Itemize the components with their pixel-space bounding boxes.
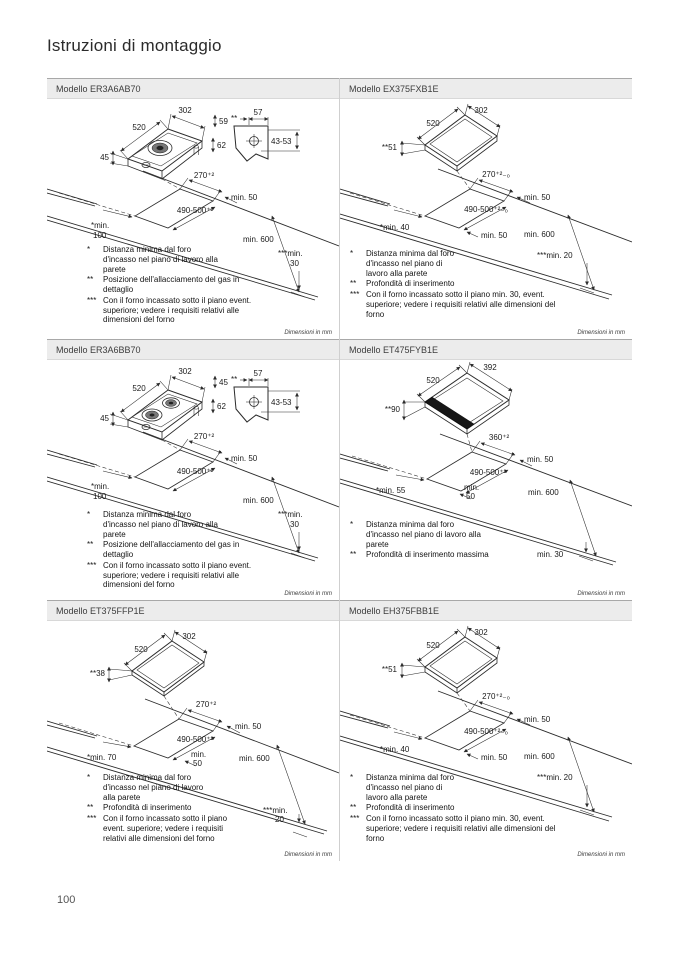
- panel-header: [340, 78, 632, 99]
- footnotes: [87, 510, 271, 591]
- panel-body: [47, 360, 339, 600]
- dimensions-note: Dimensioni in mm: [284, 330, 332, 336]
- dim-302: 302: [178, 367, 192, 376]
- panel-header: [47, 78, 339, 99]
- dim-43-53: 43-53: [271, 398, 292, 407]
- panel-header: [47, 600, 339, 621]
- footnote: [87, 773, 238, 802]
- footnote: [87, 814, 238, 843]
- footnote-text: Con il forno incassato sotto il piano event. superiore; vedere i requisiti relativi alle dimensioni del forno: [103, 814, 228, 843]
- cross-section-detail: [234, 126, 268, 161]
- panel-er3a6ab70: [47, 78, 339, 339]
- dim-min50-bottom: min. 50: [481, 753, 508, 762]
- footnote: [350, 773, 556, 802]
- footnote-mark: ***: [87, 295, 97, 305]
- footnote-text: Posizione dell'allacciamento del gas in dettaglio: [103, 540, 240, 559]
- panel-body: [340, 621, 632, 861]
- dimensions-note: Dimensioni in mm: [284, 852, 332, 858]
- footnote-text: Distanza minima dal foro d'incasso nel piano di lavoro alla parete: [366, 773, 455, 802]
- installation-diagram: [340, 360, 632, 600]
- dim-cutout-width: 270⁺²: [193, 171, 215, 180]
- dimensions-note: Dimensioni in mm: [577, 591, 625, 597]
- dim-57: 57: [253, 369, 263, 378]
- dim-cutout-width: 270⁺²₋₀: [482, 170, 510, 179]
- panel-header: [340, 600, 632, 621]
- dim-min-bottom-1: ***min.: [278, 510, 303, 519]
- dim-min600: min. 600: [239, 754, 270, 763]
- dim-520: 520: [426, 119, 440, 128]
- dim-57: 57: [253, 108, 263, 117]
- footnote-mark: **: [87, 540, 94, 550]
- dimensions-note: Dimensioni in mm: [284, 591, 332, 597]
- model-name: Modello EH375FBB1E: [349, 605, 440, 616]
- dim-min-mid-1: min.: [464, 483, 480, 492]
- dimensions-note: Dimensioni in mm: [577, 330, 625, 336]
- footnote-text: Distanza minima dal foro d'incasso nel piano di lavoro alla parete: [366, 249, 455, 278]
- dim-depth: **38: [89, 669, 105, 678]
- page-title: Istruzioni di montaggio: [47, 36, 222, 55]
- dim-min-left: *min. 70: [87, 753, 117, 762]
- footnote-text: Distanza minima dal foro d'incasso nel piano di lavoro alla parete: [103, 510, 218, 539]
- footnotes: [350, 773, 556, 844]
- panel-header: [47, 339, 339, 360]
- footnote-text: Con il forno incassato sotto il piano event. superiore; vedere i requisiti relativi alle dimensioni del forno: [103, 295, 252, 325]
- dim-520: 520: [132, 384, 146, 393]
- dim-min600: min. 600: [524, 752, 555, 761]
- dimensions-note: Dimensioni in mm: [577, 852, 625, 858]
- footnote-mark: *: [350, 773, 354, 782]
- model-name: Modello EX375FXB1E: [349, 83, 439, 94]
- dim-min-left-2: 100: [93, 492, 107, 501]
- dim-min-left: *min. 40: [380, 745, 410, 754]
- footnotes: [350, 520, 489, 561]
- dim-cutout-depth: 490-500⁺²₋₀: [464, 727, 508, 736]
- dim-min50-right: min. 50: [235, 722, 262, 731]
- hob-drawing: [128, 390, 202, 440]
- panel-eh375fbb1e: [339, 600, 632, 861]
- footnotes: [87, 773, 238, 844]
- dim-392: 392: [483, 363, 497, 372]
- footnote: [87, 561, 271, 590]
- dim-45: 45: [100, 153, 109, 162]
- dim-59: 59: [219, 117, 228, 126]
- dim-302: 302: [178, 106, 192, 115]
- panel-er3a6bb70: [47, 339, 339, 600]
- panel-et475fyb1e: [339, 339, 632, 600]
- panel-grid: [47, 78, 632, 861]
- dim-cutout-depth: 490-500⁺²: [469, 468, 507, 477]
- footnote-mark: ***: [350, 814, 360, 823]
- footnote-text: Profondità di inserimento: [366, 279, 455, 289]
- dim-min-mid-2: 50: [466, 492, 475, 501]
- dim-min600: min. 600: [528, 488, 559, 497]
- dim-min-bottom-1: ***min.: [278, 249, 303, 258]
- dim-min-left-1: *min.: [91, 221, 110, 230]
- model-name: Modello ER3A6AB70: [56, 83, 141, 94]
- dim-cutout-depth: 490-500⁺²: [176, 467, 214, 476]
- dim-cutout-depth: 490-500⁺²₋₀: [464, 205, 508, 214]
- footnote: [87, 803, 238, 813]
- footnote-mark: *: [87, 245, 91, 254]
- panel-body: [47, 99, 339, 339]
- dim-min-bottom: ***min. 20: [537, 773, 573, 782]
- gas-detail-mark: **: [231, 375, 238, 384]
- dim-cutout-width: 270⁺²: [195, 700, 217, 709]
- panel-et375ffp1e: [47, 600, 339, 861]
- footnote-mark: ***: [87, 814, 97, 823]
- footnote-mark: *: [350, 520, 354, 529]
- dim-depth: **90: [384, 405, 400, 414]
- dim-min50-right: min. 50: [524, 715, 551, 724]
- page-number: 100: [57, 894, 76, 906]
- dim-520: 520: [132, 123, 146, 132]
- dim-min-bottom-2: 20: [275, 815, 284, 824]
- dim-cutout-width: 270⁺²₋₀: [482, 692, 510, 701]
- footnote: [350, 550, 489, 560]
- footnote-mark: **: [350, 550, 357, 560]
- footnote-text: Distanza minima dal foro d'incasso nel piano di lavoro alla parete: [366, 520, 481, 549]
- dim-min-left: *min. 40: [380, 223, 410, 232]
- dim-min600: min. 600: [243, 235, 274, 244]
- footnote-text: Con il forno incassato sotto il piano event. superiore; vedere i requisiti relativi alle dimensioni del forno: [103, 560, 252, 590]
- dim-min30-right: min. 30: [537, 550, 564, 559]
- dim-min50-right: min. 50: [231, 454, 258, 463]
- dim-min600: min. 600: [243, 496, 274, 505]
- model-name: Modello ET375FFP1E: [56, 605, 145, 616]
- dim-302: 302: [474, 106, 488, 115]
- footnote-mark: ***: [87, 560, 97, 570]
- footnote: [350, 290, 556, 319]
- dim-min50-right: min. 50: [231, 193, 258, 202]
- footnote-mark: *: [350, 249, 354, 258]
- dim-cutout-width: 360⁺²: [488, 433, 510, 442]
- dim-min-bottom-1: ***min.: [263, 806, 288, 815]
- footnotes: [350, 249, 556, 320]
- footnote: [350, 520, 489, 549]
- panel-body: [340, 360, 632, 600]
- dim-520: 520: [426, 641, 440, 650]
- footnote: [350, 249, 556, 278]
- dim-45: 45: [100, 414, 109, 423]
- footnote: [87, 245, 271, 274]
- dim-min-bottom-2: 30: [290, 520, 299, 529]
- model-name: Modello ER3A6BB70: [56, 344, 141, 355]
- footnote-mark: **: [350, 279, 357, 289]
- dim-depth: **51: [381, 665, 397, 674]
- hob-drawing: [128, 129, 202, 179]
- footnote-text: Profondità di inserimento: [103, 803, 192, 813]
- dim-520: 520: [134, 645, 148, 654]
- dim-43-53: 43-53: [271, 137, 292, 146]
- panel-body: [340, 99, 632, 339]
- cross-section-detail: [234, 387, 268, 422]
- footnote-mark: **: [87, 275, 94, 285]
- dim-min-mid-1: min.: [191, 750, 207, 759]
- footnote-mark: *: [87, 773, 91, 782]
- dim-min-left: *min. 55: [376, 486, 406, 495]
- dim-min-bottom-2: 30: [290, 259, 299, 268]
- dim-min-bottom: ***min. 20: [537, 251, 573, 260]
- footnote-mark: *: [87, 510, 91, 519]
- footnote-mark: **: [87, 803, 94, 813]
- dim-min-left-1: *min.: [91, 482, 110, 491]
- dim-62: 62: [217, 402, 226, 411]
- dim-cutout-depth: 490-500⁺²: [176, 206, 214, 215]
- footnote: [87, 540, 271, 560]
- footnote: [87, 275, 271, 295]
- dim-62: 62: [217, 141, 226, 150]
- footnote-text: Con il forno incassato sotto il piano min. 30, event. superiore; vedere i requisiti relativi alle dimensioni del forno: [366, 290, 556, 319]
- footnote-mark: **: [350, 803, 357, 813]
- footnote-text: Profondità di inserimento massima: [366, 550, 489, 560]
- dim-520: 520: [426, 376, 440, 385]
- dim-min-left-2: 100: [93, 231, 107, 240]
- footnote: [350, 803, 556, 813]
- panel-header: [340, 339, 632, 360]
- footnote-text: Distanza minima dal foro d'incasso nel piano di lavoro alla parete: [103, 773, 204, 802]
- panel-ex375fxb1e: [339, 78, 632, 339]
- dim-min600: min. 600: [524, 230, 555, 239]
- footnote: [350, 814, 556, 843]
- footnotes: [87, 245, 271, 326]
- dim-depth: **51: [381, 143, 397, 152]
- dim-cutout-width: 270⁺²: [193, 432, 215, 441]
- dim-45-top: 45: [219, 378, 228, 387]
- footnote-text: Profondità di inserimento: [366, 803, 455, 813]
- footnote-text: Posizione dell'allacciamento del gas in dettaglio: [103, 275, 240, 294]
- panel-body: [47, 621, 339, 861]
- dim-min-mid-2: 50: [193, 759, 202, 768]
- dim-min50-right: min. 50: [524, 193, 551, 202]
- footnote-text: Distanza minima dal foro d'incasso nel piano di lavoro alla parete: [103, 245, 218, 274]
- footnote: [350, 279, 556, 289]
- model-name: Modello ET475FYB1E: [349, 344, 439, 355]
- dim-min50-right: min. 50: [527, 455, 554, 464]
- footnote: [87, 296, 271, 325]
- footnote-text: Con il forno incassato sotto il piano min. 30, event. superiore; vedere i requisiti relativi alle dimensioni del forno: [366, 814, 556, 843]
- dim-cutout-depth: 490-500⁺²: [176, 735, 214, 744]
- dim-302: 302: [474, 628, 488, 637]
- gas-detail-mark: **: [231, 114, 238, 123]
- dim-302: 302: [182, 632, 196, 641]
- footnote: [87, 510, 271, 539]
- dim-min50-bottom: min. 50: [481, 231, 508, 240]
- footnote-mark: ***: [350, 290, 360, 299]
